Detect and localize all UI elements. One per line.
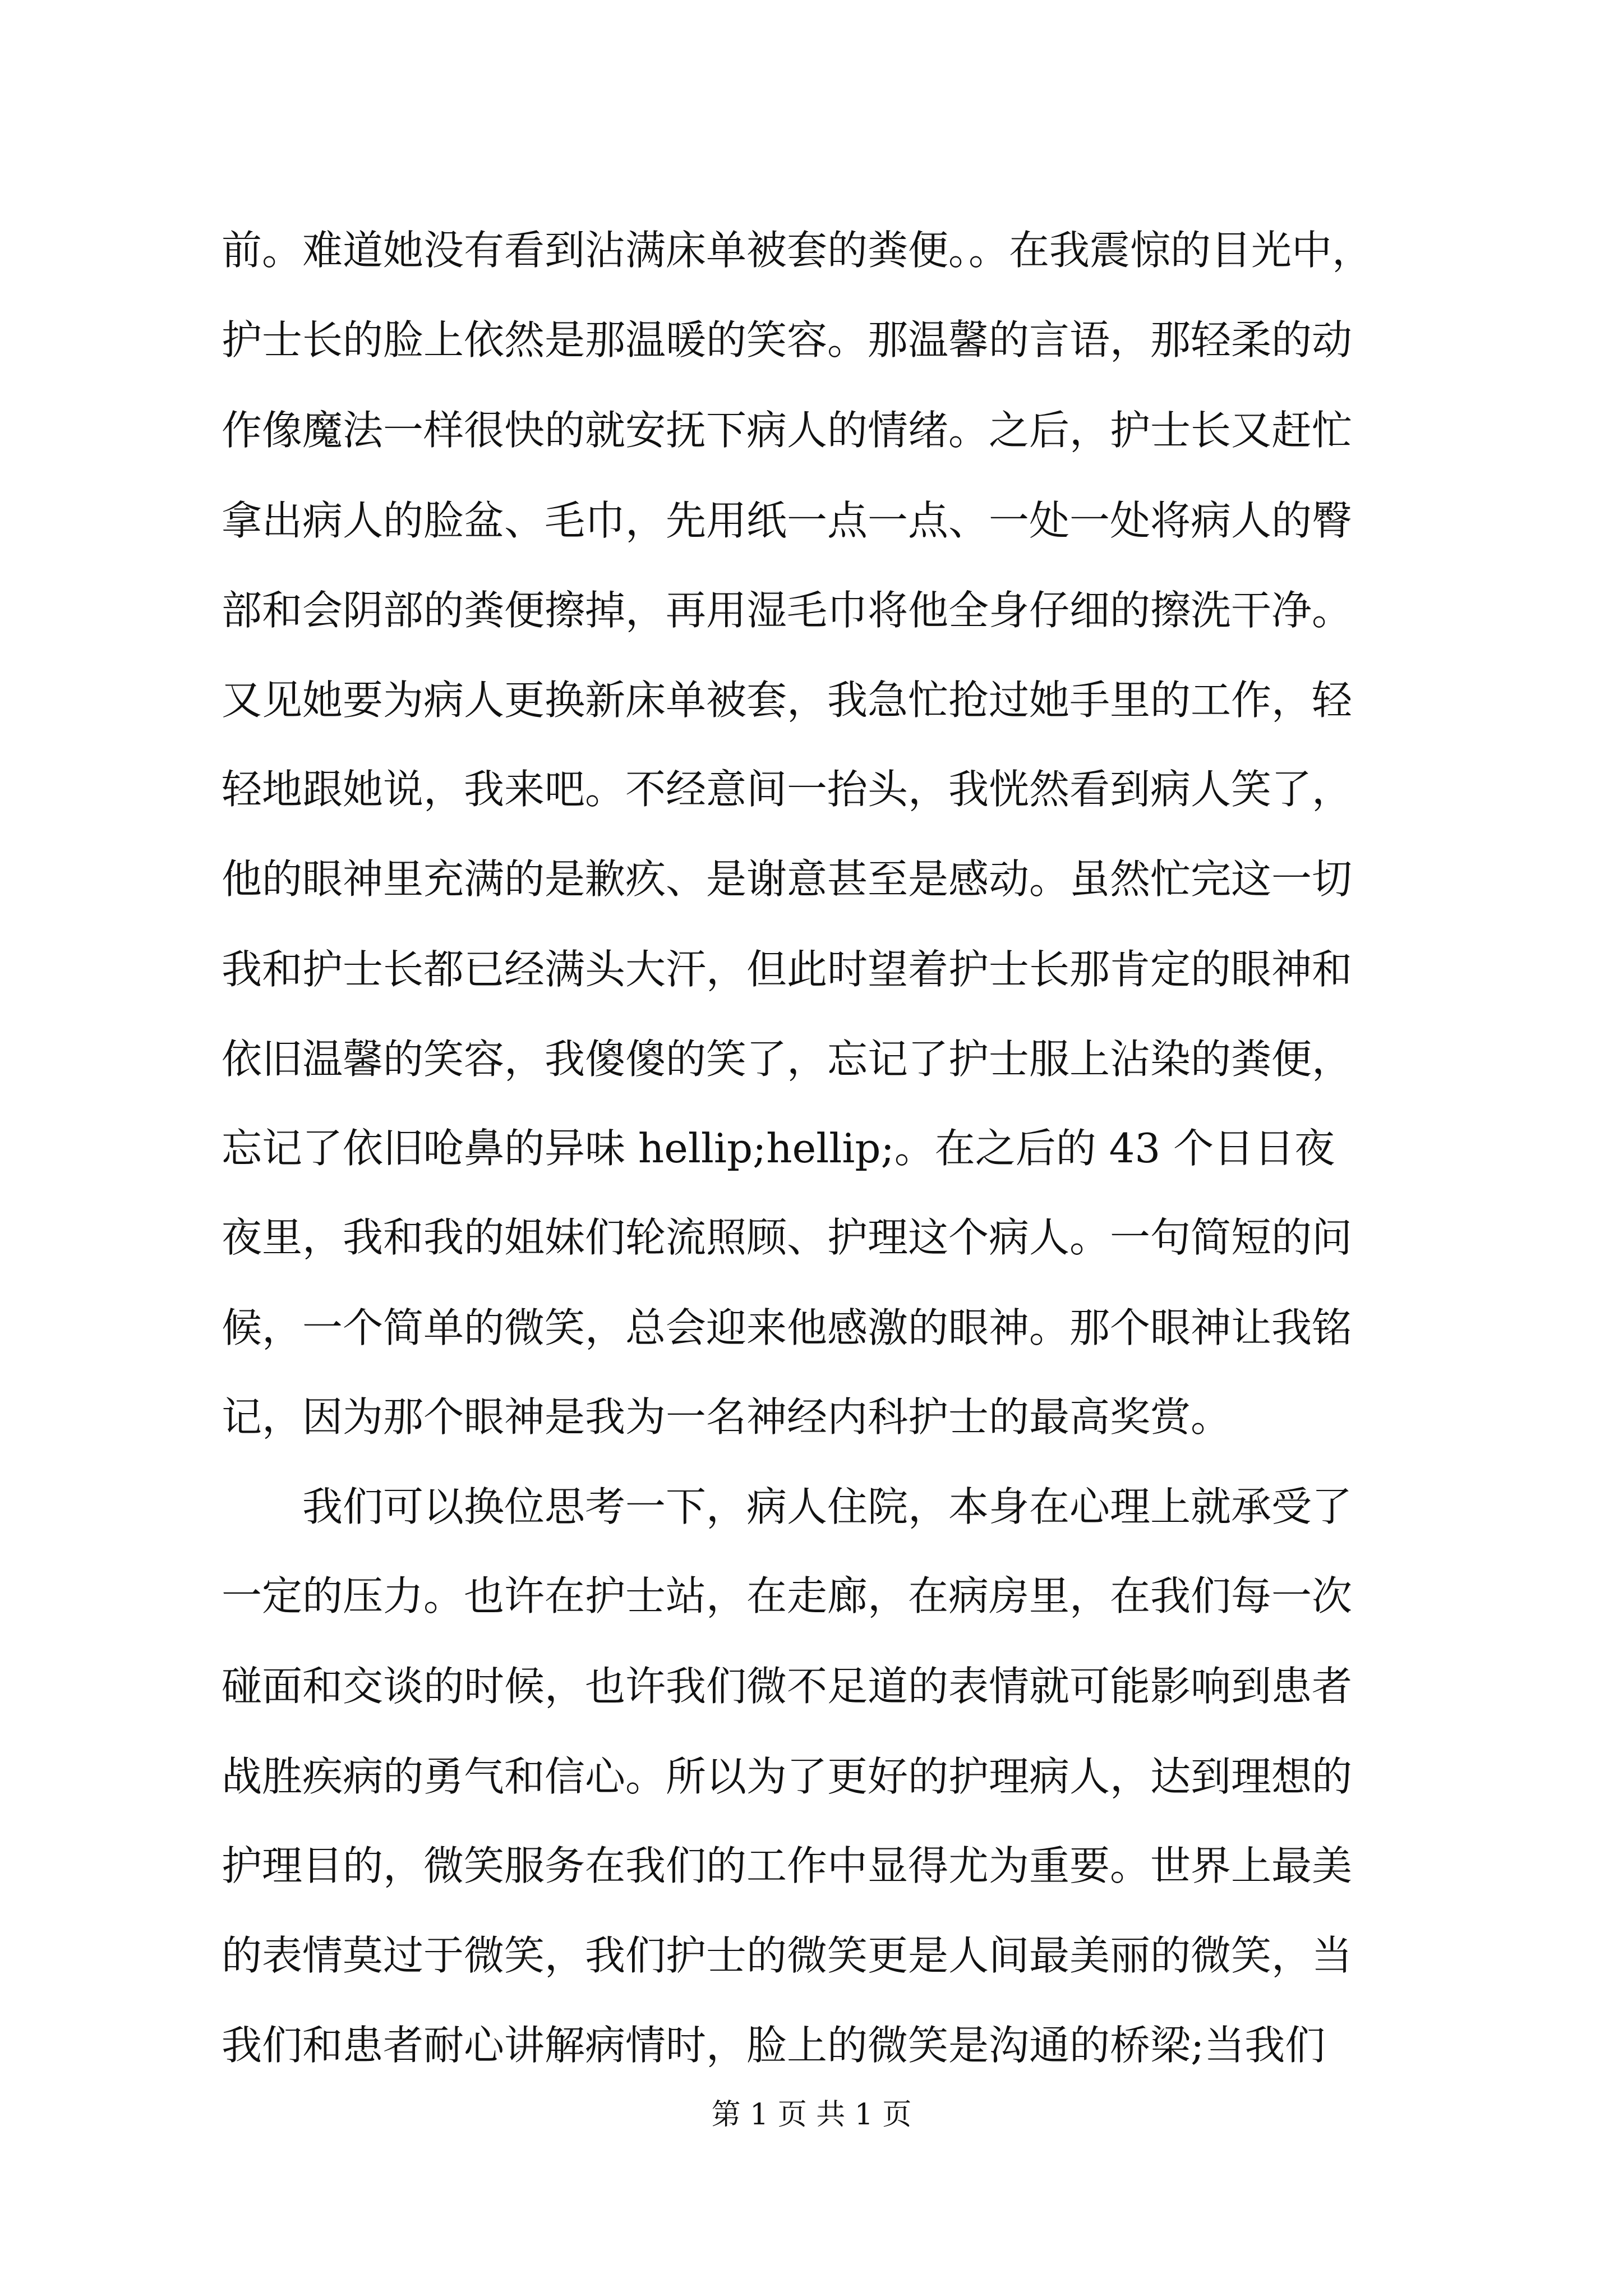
page-footer: 第 1 页 共 1 页 <box>711 2098 912 2132</box>
text-line: 我和护士长都已经满头大汗，但此时望着护士长那肯定的眼神和 <box>222 946 1353 993</box>
text-line: 护士长的脸上依然是那温暖的笑容。那温馨的言语，那轻柔的动 <box>222 316 1353 364</box>
text-line: 轻地跟她说，我来吧。不经意间一抬头，我恍然看到病人笑了， <box>222 766 1353 813</box>
text-line: 护理目的，微笑服务在我们的工作中显得尤为重要。世界上最美 <box>222 1842 1353 1889</box>
text-line: 我们和患者耐心讲解病情时，脸上的微笑是沟通的桥梁;当我们 <box>222 2022 1326 2069</box>
text-line: 拿出病人的脸盆、毛巾，先用纸一点一点、一处一处将病人的臀 <box>222 497 1353 544</box>
text-line: 夜里，我和我的姐妹们轮流照顾、护理这个病人。一句简短的问 <box>222 1214 1353 1261</box>
text-line: 他的眼神里充满的是歉疚、是谢意甚至是感动。虽然忙完这一切 <box>222 855 1353 903</box>
text-line: 的表情莫过于微笑，我们护士的微笑更是人间最美丽的微笑，当 <box>222 1932 1353 1979</box>
text-line: 忘记了依旧呛鼻的异味 hellip;hellip;。在之后的 43 个日日夜 <box>222 1125 1335 1172</box>
text-line: 记，因为那个眼神是我为一名神经内科护士的最高奖赏。 <box>222 1393 1232 1441</box>
paragraph-first-line: 我们可以换位思考一下，病人住院，本身在心理上就承受了 <box>302 1483 1353 1530</box>
text-line: 依旧温馨的笑容，我傻傻的笑了，忘记了护士服上沾染的粪便， <box>222 1036 1353 1083</box>
text-line: 候，一个简单的微笑，总会迎来他感激的眼神。那个眼神让我铭 <box>222 1304 1353 1351</box>
text-line: 战胜疾病的勇气和信心。所以为了更好的护理病人，达到理想的 <box>222 1753 1353 1800</box>
text-line: 作像魔法一样很快的就安抚下病人的情绪。之后，护士长又赶忙 <box>222 407 1353 454</box>
text-line: 碰面和交谈的时候，也许我们微不足道的表情就可能影响到患者 <box>222 1663 1353 1710</box>
text-line: 前。难道她没有看到沾满床单被套的粪便。。在我震惊的目光中， <box>222 227 1373 274</box>
text-line: 又见她要为病人更换新床单被套，我急忙抢过她手里的工作，轻 <box>222 677 1353 724</box>
text-line: 部和会阴部的粪便擦掉，再用湿毛巾将他全身仔细的擦洗干净。 <box>222 587 1353 634</box>
text-line: 一定的压力。也许在护士站，在走廊，在病房里，在我们每一次 <box>222 1572 1353 1619</box>
